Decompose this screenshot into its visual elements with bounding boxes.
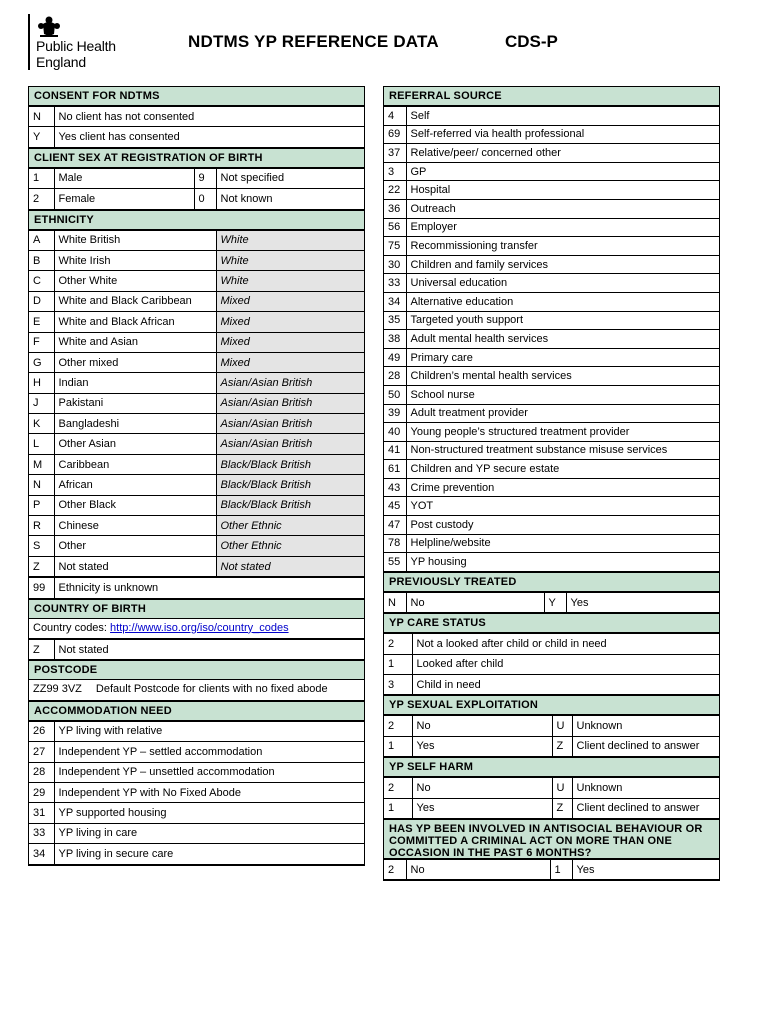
code-cell: 3 xyxy=(384,162,406,181)
category-cell: Other Ethnic xyxy=(216,516,364,536)
code-cell: 33 xyxy=(29,823,54,843)
code-cell: L xyxy=(29,434,54,454)
dataset-code: CDS-P xyxy=(505,32,558,51)
code-cell: Z xyxy=(552,736,572,756)
section-heading-antisocial: HAS YP BEEN INVOLVED IN ANTISOCIAL BEHAVIOUR OR COMMITTED A CRIMINAL ACT ON MORE THAN ONE OCCASION IN THE PAST 6 MONTHS? xyxy=(383,819,720,859)
label-cell: Self-referred via health professional xyxy=(406,125,719,144)
ethnicity-unknown-table xyxy=(29,577,364,598)
code-cell: 40 xyxy=(384,423,406,442)
label-cell: Client declined to answer xyxy=(572,798,719,818)
antisocial-table xyxy=(384,859,719,880)
label-cell: Adult mental health services xyxy=(406,330,719,349)
label-cell: Employer xyxy=(406,218,719,237)
table-row xyxy=(384,385,719,404)
label-cell: Children and family services xyxy=(406,255,719,274)
label-cell: Yes xyxy=(572,859,719,879)
table-row xyxy=(29,312,364,332)
code-cell: U xyxy=(552,778,572,798)
table-row xyxy=(384,441,719,460)
table-row xyxy=(29,230,364,250)
table-row xyxy=(384,330,719,349)
code-cell: 1 xyxy=(384,654,412,674)
table-row xyxy=(29,373,364,393)
self-harm-table xyxy=(384,777,719,819)
table-row xyxy=(29,844,364,864)
category-cell: Asian/Asian British xyxy=(216,393,364,413)
code-cell: Z xyxy=(552,798,572,818)
table-row xyxy=(29,475,364,495)
section-heading-self-harm: YP SELF HARM xyxy=(383,757,720,777)
label-cell: Bangladeshi xyxy=(54,414,216,434)
label-cell: Post custody xyxy=(406,516,719,535)
table-row xyxy=(384,255,719,274)
label-cell: Self xyxy=(406,107,719,126)
label-cell: Not stated xyxy=(54,639,364,659)
section-heading-country: COUNTRY OF BIRTH xyxy=(28,599,365,619)
consent-table xyxy=(29,106,364,148)
table-row xyxy=(384,404,719,423)
table-row xyxy=(29,639,364,659)
section-heading-accommodation: ACCOMMODATION NEED xyxy=(28,701,365,721)
label-cell: Unknown xyxy=(572,778,719,798)
label-cell: Not a looked after child or child in need xyxy=(412,634,719,654)
code-cell: 49 xyxy=(384,348,406,367)
code-cell: 30 xyxy=(384,255,406,274)
category-cell: White xyxy=(216,230,364,250)
country-codes-link[interactable]: http://www.iso.org/iso/country_codes xyxy=(110,621,289,634)
table-row xyxy=(29,803,364,823)
code-cell: 50 xyxy=(384,385,406,404)
label-cell: Indian xyxy=(54,373,216,393)
label-cell: YP supported housing xyxy=(54,803,364,823)
code-cell: 61 xyxy=(384,460,406,479)
page-title: NDTMS YP REFERENCE DATA xyxy=(188,32,439,51)
code-cell: 34 xyxy=(384,292,406,311)
label-cell: Universal education xyxy=(406,274,719,293)
table-row xyxy=(29,578,364,598)
table-row xyxy=(384,348,719,367)
label-cell: Independent YP – settled accommodation xyxy=(54,742,364,762)
country-codes-row xyxy=(28,619,365,639)
table-row xyxy=(384,237,719,256)
label-cell: YP living with relative xyxy=(54,721,364,741)
code-cell: 39 xyxy=(384,404,406,423)
table-row xyxy=(384,311,719,330)
label-cell: Other mixed xyxy=(54,352,216,372)
label-cell: Children and YP secure estate xyxy=(406,460,719,479)
code-cell: 2 xyxy=(384,778,412,798)
category-cell: Mixed xyxy=(216,352,364,372)
label-cell: No xyxy=(412,778,552,798)
category-cell: Mixed xyxy=(216,332,364,352)
category-cell: Asian/Asian British xyxy=(216,414,364,434)
table-row xyxy=(384,218,719,237)
code-cell: 1 xyxy=(384,798,412,818)
table-row xyxy=(384,181,719,200)
code-cell: 47 xyxy=(384,516,406,535)
organisation-name xyxy=(36,38,116,70)
left-column xyxy=(28,86,365,866)
table-row xyxy=(384,423,719,442)
table-row xyxy=(29,271,364,291)
table-row xyxy=(384,460,719,479)
section-heading-referral: REFERRAL SOURCE xyxy=(383,86,720,106)
postcode-label: Default Postcode for clients with no fixed abode xyxy=(95,683,328,696)
label-cell: Male xyxy=(54,168,194,188)
category-cell: Not stated xyxy=(216,556,364,576)
code-cell: P xyxy=(29,495,54,515)
code-cell: 1 xyxy=(384,736,412,756)
label-cell: White and Black African xyxy=(54,312,216,332)
label-cell: YP living in secure care xyxy=(54,844,364,864)
code-cell: K xyxy=(29,414,54,434)
table-row xyxy=(384,274,719,293)
code-cell: 33 xyxy=(384,274,406,293)
code-cell: 26 xyxy=(29,721,54,741)
code-cell: 56 xyxy=(384,218,406,237)
org-line-1: Public Health xyxy=(36,38,116,54)
code-cell: 34 xyxy=(29,844,54,864)
category-cell: Mixed xyxy=(216,291,364,311)
category-cell: Mixed xyxy=(216,312,364,332)
table-row xyxy=(384,798,719,818)
care-status-table xyxy=(384,633,719,695)
code-cell: 37 xyxy=(384,144,406,163)
label-cell: No xyxy=(412,716,552,736)
code-cell: 29 xyxy=(29,782,54,802)
label-cell: White British xyxy=(54,230,216,250)
label-cell: Outreach xyxy=(406,199,719,218)
label-cell: Not specified xyxy=(216,168,364,188)
table-row xyxy=(29,189,364,209)
label-cell: Unknown xyxy=(572,716,719,736)
label-cell: No client has not consented xyxy=(54,107,364,127)
code-cell: R xyxy=(29,516,54,536)
accommodation-table xyxy=(29,721,364,865)
label-cell: Caribbean xyxy=(54,454,216,474)
label-cell: YP housing xyxy=(406,553,719,572)
label-cell: Crime prevention xyxy=(406,478,719,497)
table-row xyxy=(29,556,364,576)
category-cell: Asian/Asian British xyxy=(216,373,364,393)
code-cell: 4 xyxy=(384,107,406,126)
table-row xyxy=(384,778,719,798)
code-cell: 36 xyxy=(384,199,406,218)
code-cell: N xyxy=(29,107,54,127)
table-row xyxy=(29,454,364,474)
label-cell: Relative/peer/ concerned other xyxy=(406,144,719,163)
code-cell: 28 xyxy=(384,367,406,386)
code-cell: 99 xyxy=(29,578,54,598)
table-row xyxy=(384,675,719,695)
code-cell: G xyxy=(29,352,54,372)
code-cell: 2 xyxy=(384,634,412,654)
table-row xyxy=(29,742,364,762)
code-cell: B xyxy=(29,250,54,270)
code-cell: 35 xyxy=(384,311,406,330)
code-cell: 28 xyxy=(29,762,54,782)
label-cell: Children’s mental health services xyxy=(406,367,719,386)
code-cell: F xyxy=(29,332,54,352)
code-cell: 78 xyxy=(384,534,406,553)
code-cell: 2 xyxy=(384,716,412,736)
code-cell: 75 xyxy=(384,237,406,256)
code-cell: M xyxy=(29,454,54,474)
category-cell: White xyxy=(216,271,364,291)
label-cell: Primary care xyxy=(406,348,719,367)
table-row xyxy=(384,292,719,311)
code-cell: 3 xyxy=(384,675,412,695)
category-cell: Black/Black British xyxy=(216,454,364,474)
category-cell: Black/Black British xyxy=(216,495,364,515)
code-cell: 43 xyxy=(384,478,406,497)
code-cell: A xyxy=(29,230,54,250)
table-row xyxy=(384,367,719,386)
section-heading-sexual-exploitation: YP SEXUAL EXPLOITATION xyxy=(383,695,720,715)
category-cell: Other Ethnic xyxy=(216,536,364,556)
table-row xyxy=(29,127,364,147)
category-cell: Asian/Asian British xyxy=(216,434,364,454)
code-cell: H xyxy=(29,373,54,393)
label-cell: Other Black xyxy=(54,495,216,515)
code-cell: 1 xyxy=(29,168,54,188)
table-row xyxy=(29,250,364,270)
label-cell: White and Black Caribbean xyxy=(54,291,216,311)
sex-table xyxy=(29,168,364,210)
referral-table xyxy=(384,106,719,572)
label-cell: African xyxy=(54,475,216,495)
country-codes-label: Country codes: xyxy=(33,621,111,634)
label-cell: White and Asian xyxy=(54,332,216,352)
label-cell: No xyxy=(406,859,550,879)
label-cell: Client declined to answer xyxy=(572,736,719,756)
code-cell: Z xyxy=(29,639,54,659)
country-table xyxy=(29,639,364,660)
royal-crest-icon xyxy=(36,14,62,38)
table-row xyxy=(384,144,719,163)
code-cell: J xyxy=(29,393,54,413)
section-heading-ethnicity: ETHNICITY xyxy=(28,210,365,230)
label-cell: Not stated xyxy=(54,556,216,576)
table-row xyxy=(384,107,719,126)
table-row xyxy=(384,497,719,516)
label-cell: Recommissioning transfer xyxy=(406,237,719,256)
table-row xyxy=(29,434,364,454)
code-cell: 0 xyxy=(194,189,216,209)
label-cell: White Irish xyxy=(54,250,216,270)
table-row xyxy=(29,782,364,802)
table-row xyxy=(29,107,364,127)
label-cell: Yes xyxy=(412,798,552,818)
table-row xyxy=(29,393,364,413)
table-row xyxy=(29,721,364,741)
code-cell: Z xyxy=(29,556,54,576)
label-cell: Other Asian xyxy=(54,434,216,454)
code-cell: N xyxy=(29,475,54,495)
code-cell: 2 xyxy=(384,859,406,879)
postcode-code: ZZ99 3VZ xyxy=(33,683,82,696)
code-cell: N xyxy=(384,592,406,612)
code-cell: 45 xyxy=(384,497,406,516)
table-row xyxy=(384,199,719,218)
section-heading-sex: CLIENT SEX AT REGISTRATION OF BIRTH xyxy=(28,148,365,168)
table-row xyxy=(29,168,364,188)
code-cell: 31 xyxy=(29,803,54,823)
code-cell: 27 xyxy=(29,742,54,762)
label-cell: Looked after child xyxy=(412,654,719,674)
label-cell: School nurse xyxy=(406,385,719,404)
label-cell: Ethnicity is unknown xyxy=(54,578,364,598)
table-row xyxy=(384,736,719,756)
category-cell: Black/Black British xyxy=(216,475,364,495)
code-cell: 55 xyxy=(384,553,406,572)
label-cell: Chinese xyxy=(54,516,216,536)
table-row xyxy=(29,762,364,782)
label-cell: Independent YP – unsettled accommodation xyxy=(54,762,364,782)
label-cell: Yes client has consented xyxy=(54,127,364,147)
table-row xyxy=(384,634,719,654)
code-cell: U xyxy=(552,716,572,736)
table-row xyxy=(29,516,364,536)
table-row xyxy=(29,332,364,352)
label-cell: Adult treatment provider xyxy=(406,404,719,423)
label-cell: Young people’s structured treatment provider xyxy=(406,423,719,442)
table-row xyxy=(384,534,719,553)
table-row xyxy=(384,553,719,572)
code-cell: E xyxy=(29,312,54,332)
table-row xyxy=(384,654,719,674)
code-cell: 41 xyxy=(384,441,406,460)
table-row xyxy=(384,859,719,879)
code-cell: D xyxy=(29,291,54,311)
label-cell: Yes xyxy=(412,736,552,756)
postcode-row xyxy=(28,680,365,700)
label-cell: Pakistani xyxy=(54,393,216,413)
section-heading-postcode: POSTCODE xyxy=(28,660,365,680)
code-cell: S xyxy=(29,536,54,556)
label-cell: Targeted youth support xyxy=(406,311,719,330)
section-heading-care-status: YP CARE STATUS xyxy=(383,613,720,633)
label-cell: Child in need xyxy=(412,675,719,695)
label-cell: Other xyxy=(54,536,216,556)
label-cell: GP xyxy=(406,162,719,181)
section-heading-consent: CONSENT FOR NDTMS xyxy=(28,86,365,106)
code-cell: C xyxy=(29,271,54,291)
code-cell: 22 xyxy=(384,181,406,200)
right-column xyxy=(383,86,720,881)
label-cell: YOT xyxy=(406,497,719,516)
code-cell: 1 xyxy=(550,859,572,879)
table-row xyxy=(29,352,364,372)
label-cell: Independent YP with No Fixed Abode xyxy=(54,782,364,802)
label-cell: Alternative education xyxy=(406,292,719,311)
label-cell: Not known xyxy=(216,189,364,209)
label-cell: Hospital xyxy=(406,181,719,200)
phe-logo xyxy=(28,14,138,70)
ethnicity-table xyxy=(29,230,364,578)
table-row xyxy=(29,536,364,556)
org-line-2: England xyxy=(36,54,86,70)
label-cell: No xyxy=(406,592,544,612)
table-row xyxy=(384,478,719,497)
table-row xyxy=(384,516,719,535)
code-cell: Y xyxy=(544,592,566,612)
table-row xyxy=(29,495,364,515)
label-cell: Female xyxy=(54,189,194,209)
logo-divider xyxy=(28,14,30,70)
table-row xyxy=(384,162,719,181)
code-cell: Y xyxy=(29,127,54,147)
code-cell: 69 xyxy=(384,125,406,144)
label-cell: YP living in care xyxy=(54,823,364,843)
label-cell: Non-structured treatment substance misuse services xyxy=(406,441,719,460)
code-cell: 2 xyxy=(29,189,54,209)
label-cell: Helpline/website xyxy=(406,534,719,553)
previously-treated-table xyxy=(384,592,719,613)
table-row xyxy=(384,716,719,736)
page-header xyxy=(0,0,770,80)
section-heading-previously-treated: PREVIOUSLY TREATED xyxy=(383,572,720,592)
category-cell: White xyxy=(216,250,364,270)
table-row xyxy=(29,823,364,843)
label-cell: Other White xyxy=(54,271,216,291)
code-cell: 38 xyxy=(384,330,406,349)
code-cell: 9 xyxy=(194,168,216,188)
table-row xyxy=(384,592,719,612)
sexual-exploitation-table xyxy=(384,715,719,757)
table-row xyxy=(29,414,364,434)
label-cell: Yes xyxy=(566,592,719,612)
table-row xyxy=(29,291,364,311)
table-row xyxy=(384,125,719,144)
